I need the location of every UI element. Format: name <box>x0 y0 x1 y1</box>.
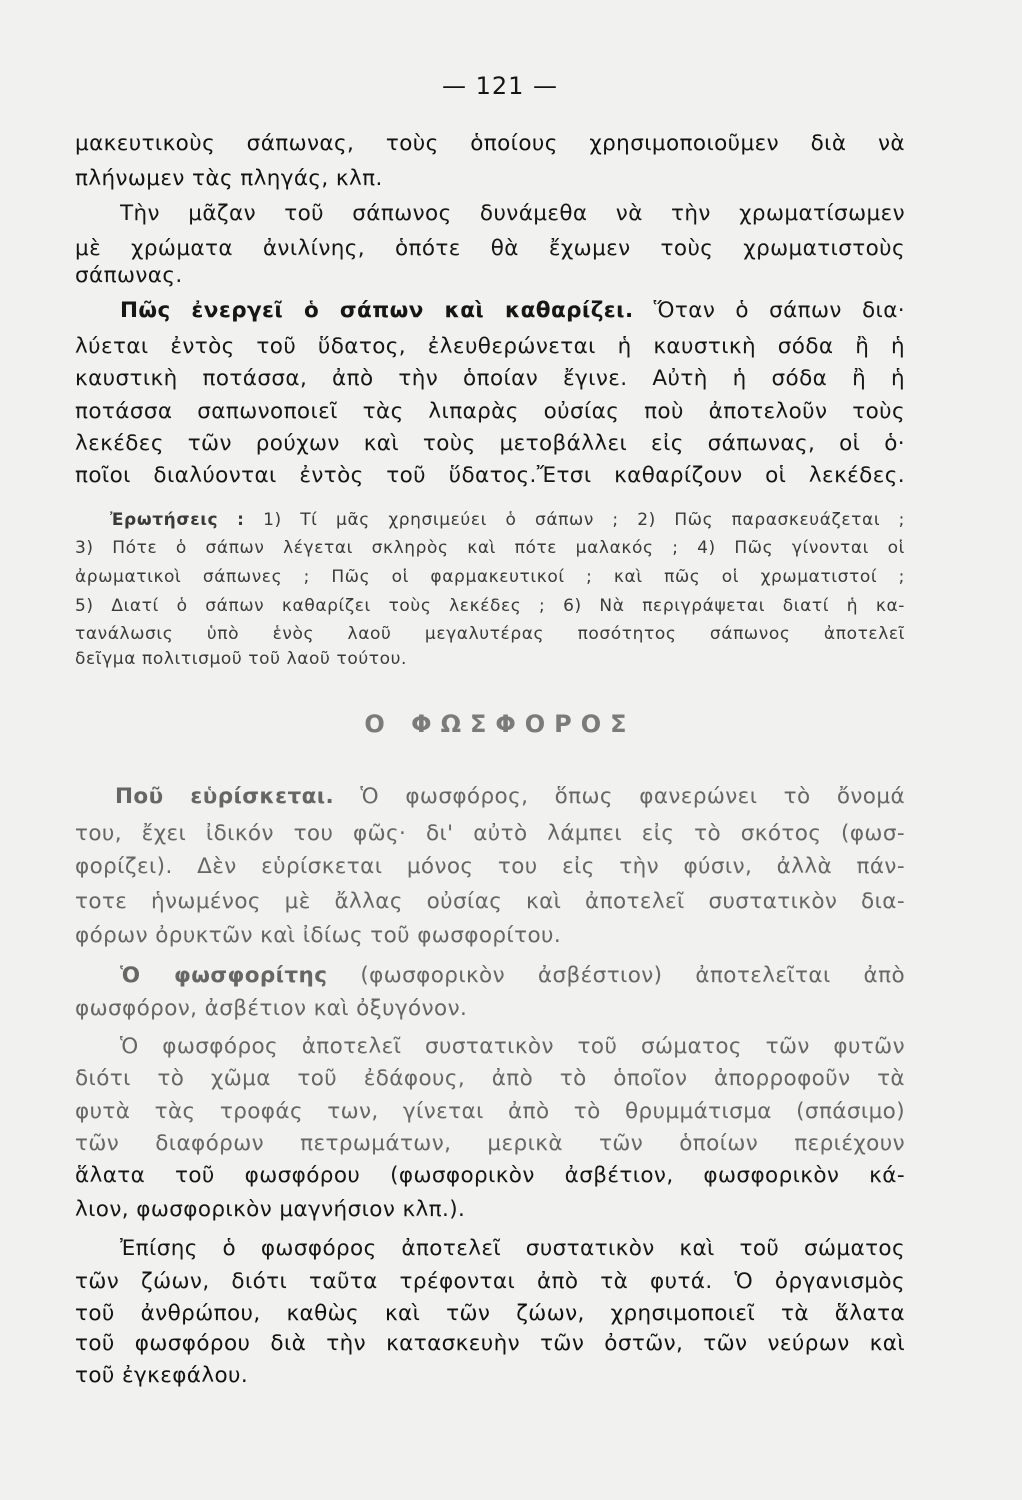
paragraph-lead: Πῶς ἐνεργεῖ ὁ σάπων καὶ καθαρίζει. <box>120 298 634 323</box>
paragraph-lead: Ὁ φωσφορίτης <box>120 963 328 988</box>
text-line: τῶν διαφόρων πετρωμάτων, μερικὰ τῶν ὁποίων περιέχουν <box>75 1131 905 1156</box>
text-line: τοῦ ἀνθρώπου, καθὼς καὶ τῶν ζώων, χρησιμοποιεῖ τὰ ἅλατα <box>75 1301 905 1326</box>
paragraph-lead: Ποῦ εὑρίσκεται. <box>115 784 335 809</box>
questions-line: 5) Διατί ὁ σάπων καθαρίζει τοὺς λεκέδες ; 6) Νὰ περιγράψεται διατί ἡ κα- <box>75 596 905 616</box>
text-line: τῶν ζώων, διότι ταῦτα τρέφονται ἀπὸ τὰ φυτά. Ὁ ὀργανισμὸς <box>75 1269 905 1294</box>
questions-first-line <box>110 506 905 534</box>
paragraph-first-line <box>115 783 905 811</box>
text-line: τοτε ἡνωμένος μὲ ἄλλας οὐσίας καὶ ἀποτελεῖ συστατικὸν δια- <box>75 889 905 914</box>
text-line: Ὁ φωσφόρος ἀποτελεῖ συστατικὸν τοῦ σώματος τῶν φυτῶν <box>120 1034 905 1059</box>
questions-line: ἀρωματικοὶ σάπωνες ; Πῶς οἱ φαρμακευτικοί ; καὶ πῶς οἱ χρωματιστοί ; <box>75 567 905 587</box>
paragraph-text: Ὅταν ὁ σάπων δια· <box>653 298 905 323</box>
text-line: τοῦ φωσφόρου διὰ τὴν κατασκευὴν τῶν ὀστῶν, τῶν νεύρων καὶ <box>75 1331 905 1356</box>
text-line: μὲ χρώματα ἀνιλίνης, ὁπότε θὰ ἔχωμεν τοὺς χρωματιστοὺς <box>75 236 905 261</box>
questions-line: 3) Πότε ὁ σάπων λέγεται σκληρὸς καὶ πότε μαλακός ; 4) Πῶς γίνονται οἱ <box>75 538 905 558</box>
paragraph-first-line <box>120 962 905 990</box>
text-line: διότι τὸ χῶμα τοῦ ἐδάφους, ἀπὸ τὸ ὁποῖον ἀπορροφοῦν τὰ <box>75 1066 905 1091</box>
questions-text: 1) Τί μᾶς χρησιμεύει ὁ σάπων ; 2) Πῶς παρασκευάζεται ; <box>263 510 905 530</box>
text-line: τοῦ ἐγκεφάλου. <box>75 1363 249 1388</box>
paragraph-first-line <box>120 297 905 325</box>
text-line: φορίζει). Δὲν εὑρίσκεται μόνος του εἰς τὴν φύσιν, ἀλλὰ πάν- <box>75 854 905 879</box>
paragraph-text: Ὁ φωσφόρος, ὅπως φανερώνει τὸ ὄνομά <box>360 784 905 809</box>
questions-line: τανάλωσις ὑπὸ ἑνὸς λαοῦ μεγαλυτέρας ποσότητος σάπωνος ἀποτελεῖ <box>75 624 905 644</box>
text-line: πλήνωμεν τὰς πληγάς, κλπ. <box>75 166 383 191</box>
section-heading: Ο ΦΩΣΦΟΡΟΣ <box>364 710 636 738</box>
text-line: λεκέδες τῶν ρούχων καὶ τοὺς μετοβάλλει εἰς σάπωνας, οἱ ὁ· <box>75 431 905 456</box>
text-line: καυστικὴ ποτάσσα, ἀπὸ τὴν ὁποίαν ἔγινε. Αὐτὴ ἡ σόδα ἢ ἡ <box>75 366 905 391</box>
text-line: φωσφόρον, ἀσβέτιον καὶ ὀξυγόνον. <box>75 996 468 1021</box>
text-line: σάπωνας. <box>75 263 183 288</box>
text-line: μακευτικοὺς σάπωνας, τοὺς ὁποίους χρησιμοποιοῦμεν διὰ νὰ <box>75 131 905 156</box>
text-line: Ἐπίσης ὁ φωσφόρος ἀποτελεῖ συστατικὸν καὶ τοῦ σώματος <box>120 1236 905 1261</box>
text-line: ποτάσσα σαπωνοποιεῖ τὰς λιπαρὰς οὐσίας ποὺ ἀποτελοῦν τοὺς <box>75 399 905 424</box>
questions-lead: Ἐρωτήσεις : <box>110 510 245 530</box>
text-line: ποῖοι διαλύονται ἐντὸς τοῦ ὕδατος.Ἔτσι καθαρίζουν οἱ λεκέδες. <box>75 463 905 488</box>
text-line: λιον, φωσφορικὸν μαγνήσιον κλπ.). <box>75 1197 466 1222</box>
questions-line: δεῖγμα πολιτισμοῦ τοῦ λαοῦ τούτου. <box>75 649 408 669</box>
text-line: φυτὰ τὰς τροφάς των, γίνεται ἀπὸ τὸ θρυμμάτισμα (σπάσιμο) <box>75 1099 905 1124</box>
text-line: του, ἔχει ἰδικόν του φῶς· δι' αὐτὸ λάμπει εἰς τὸ σκότος (φωσ- <box>75 821 905 846</box>
text-line: Τὴν μᾶζαν τοῦ σάπωνος δυνάμεθα νὰ τὴν χρωματίσωμεν <box>120 201 905 226</box>
page-number: — 121 — <box>441 72 559 100</box>
paragraph-text: (φωσφορικὸν ἀσβέστιον) ἀποτελεῖται ἀπὸ <box>360 963 905 988</box>
text-line: λύεται ἐντὸς τοῦ ὕδατος, ἐλευθερώνεται ἡ καυστικὴ σόδα ἢ ἡ <box>75 334 905 359</box>
text-line: ἅλατα τοῦ φωσφόρου (φωσφορικὸν ἀσβέτιον, φωσφορικὸν κά- <box>75 1163 905 1188</box>
text-line: φόρων ὀρυκτῶν καὶ ἰδίως τοῦ φωσφορίτου. <box>75 923 562 948</box>
